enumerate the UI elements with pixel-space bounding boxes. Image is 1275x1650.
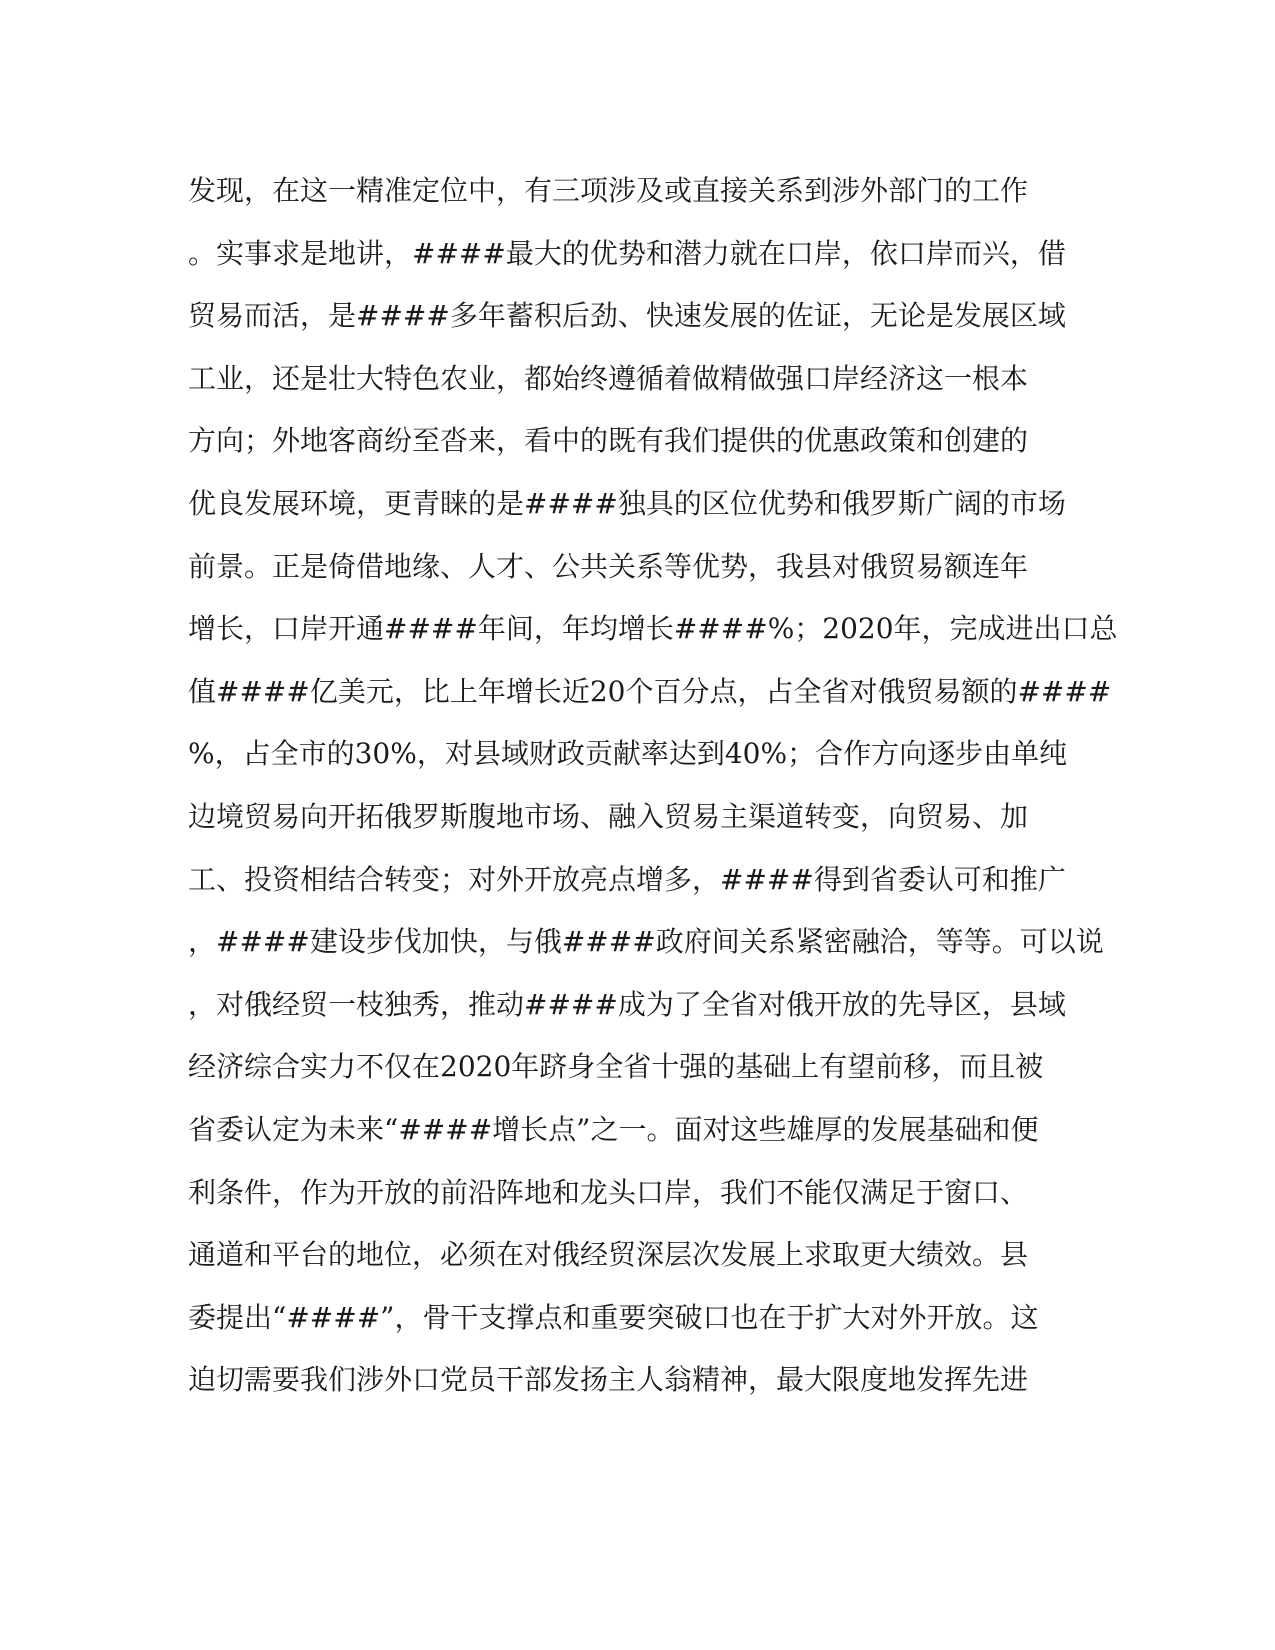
text-line: 工业，还是壮大特色农业，都始终遵循着做精做强口岸经济这一根本 bbox=[188, 361, 1029, 395]
text-line: 利条件，作为开放的前沿阵地和龙头口岸，我们不能仅满足于窗口、 bbox=[188, 1175, 1029, 1209]
text-line: 前景。正是倚借地缘、人才、公共关系等优势，我县对俄贸易额连年 bbox=[188, 549, 1029, 583]
text-line: 边境贸易向开拓俄罗斯腹地市场、融入贸易主渠道转变，向贸易、加 bbox=[188, 799, 1029, 833]
text-line: %，占全市的30%，对县域财政贡献率达到40%；合作方向逐步由单纯 bbox=[188, 737, 1068, 771]
text-line: 优良发展环境，更青睐的是####独具的区位优势和俄罗斯广阔的市场 bbox=[188, 486, 1066, 520]
text-line: 。实事求是地讲，####最大的优势和潜力就在口岸，依口岸而兴，借 bbox=[188, 236, 1066, 270]
text-line: 委提出“####”，骨干支撑点和重要突破口也在于扩大对外开放。这 bbox=[188, 1300, 1039, 1334]
text-line: 发现，在这一精准定位中，有三项涉及或直接关系到涉外部门的工作 bbox=[188, 174, 1029, 207]
text-line: 增长，口岸开通####年间，年均增长####%；2020年，完成进出口总 bbox=[188, 612, 1118, 646]
text-line: ，####建设步伐加快，与俄####政府间关系紧密融洽，等等。可以说 bbox=[188, 925, 1104, 959]
body-text bbox=[188, 160, 1118, 1412]
text-line: 迫切需要我们涉外口党员干部发扬主人翁精神，最大限度地发挥先进 bbox=[188, 1363, 1029, 1397]
text-line: 方向；外地客商纷至沓来，看中的既有我们提供的优惠政策和创建的 bbox=[188, 424, 1029, 458]
text-line: 省委认定为未来“####增长点”之一。面对这些雄厚的发展基础和便 bbox=[188, 1112, 1039, 1146]
text-line: 工、投资相结合转变；对外开放亮点增多，####得到省委认可和推广 bbox=[188, 862, 1066, 896]
text-line: 贸易而活，是####多年蓄积后劲、快速发展的佐证，无论是发展区域 bbox=[188, 299, 1066, 333]
text-line: 经济综合实力不仅在2020年跻身全省十强的基础上有望前移，而且被 bbox=[188, 1050, 1044, 1084]
text-line: 通道和平台的地位，必须在对俄经贸深层次发展上求取更大绩效。县 bbox=[188, 1238, 1029, 1272]
text-line: ，对俄经贸一枝独秀，推动####成为了全省对俄开放的先导区，县域 bbox=[188, 987, 1066, 1021]
text-line: 值####亿美元，比上年增长近20个百分点，占全省对俄贸易额的#### bbox=[188, 674, 1112, 708]
